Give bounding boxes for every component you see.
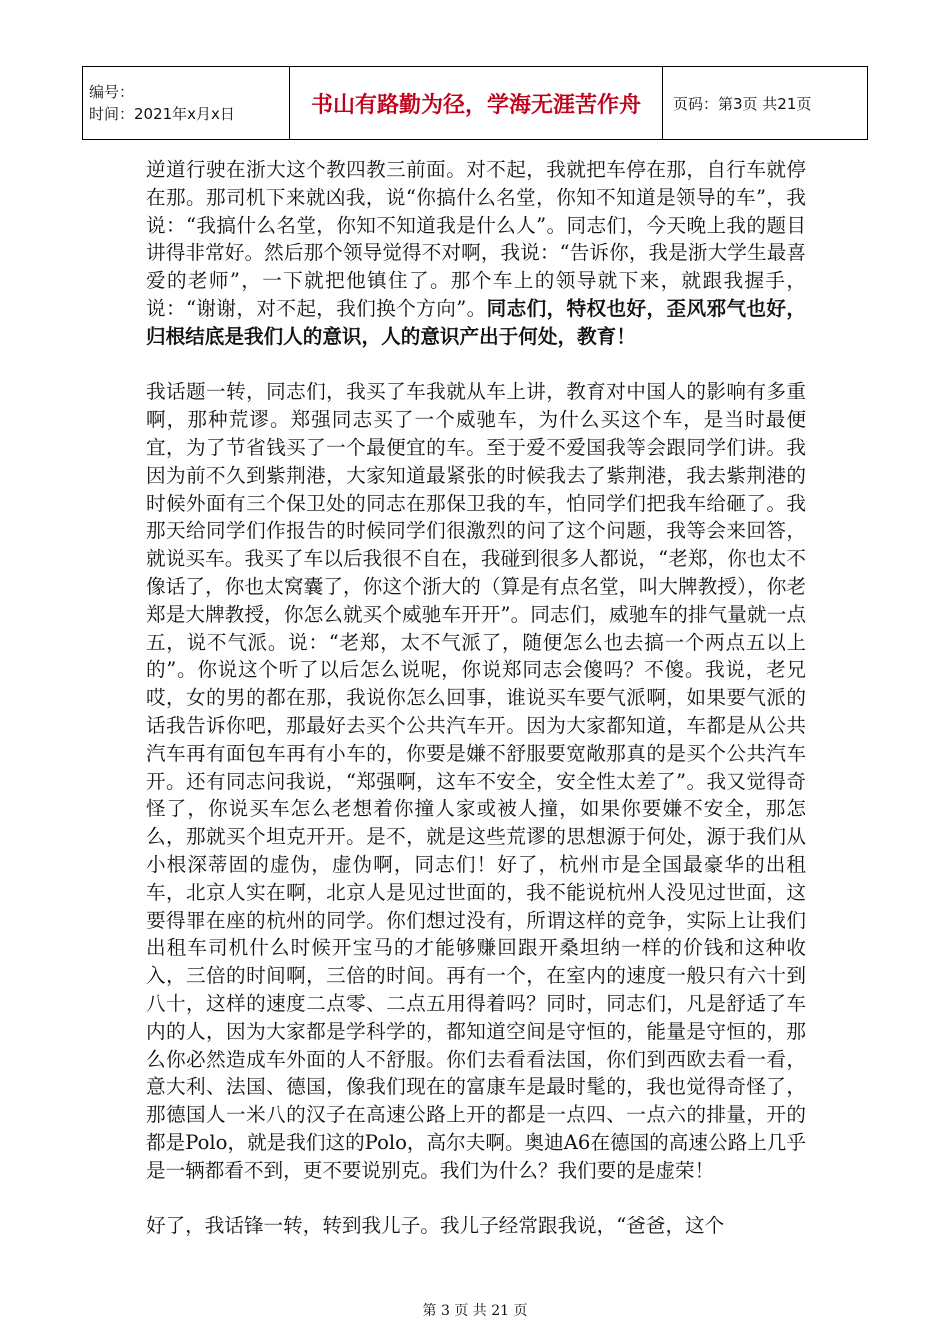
body-paragraph — [146, 156, 806, 351]
header-page-info: 页码：第3页 共21页 — [663, 67, 868, 140]
document-number-label: 编号： — [89, 83, 135, 101]
paragraph-text: 逆道行驶在浙大这个教四教三前面。对不起，我就把车停在那，自行车就停在那。那司机下来就凶我，说“你搞什么名堂，你知不知道是领导的车”，我说：“我搞什么名堂，你知不知道我是什么人”。同志们，今天晚上我的题目讲得非常好。然后那个领导觉得不对啊，我说：“告诉你，我是浙大学生最喜爱的老师”，一下就把他镇住了。那个车上的领导就下来，就跟我握手，说：“谢谢，对不起，我们换个方向”。 — [146, 158, 806, 320]
page-footer: 第 3 页 共 21 页 — [422, 1303, 528, 1319]
body-paragraph: 好了，我话锋一转，转到我儿子。我儿子经常跟我说，“爸爸，这个 — [146, 1214, 725, 1238]
emphasized-text: 同志们，特权也好，歪风邪气也好，归根结底是我们人的意识，人的意识产出于何处，教育！ — [146, 296, 806, 348]
page-header — [82, 66, 868, 140]
document-body — [146, 156, 806, 1268]
document-time-label: 时间：2021年x月x日 — [89, 105, 235, 123]
header-motto: 书山有路勤为径，学海无涯苦作舟 — [290, 67, 663, 140]
header-meta-cell — [83, 67, 290, 140]
body-paragraph: 我话题一转，同志们，我买了车我就从车上讲，教育对中国人的影响有多重啊，那种荒谬。郑强同志买了一个威驰车，为什么买这个车，是当时最便宜，为了节省钱买了一个最便宜的车。至于爱不爱国我等会跟同学们讲。我因为前不久到紫荆港，大家知道最紧张的时候我去了紫荆港，我去紫荆港的时候外面有三个保卫处的同志在那保卫我的车，怕同学们把我车给砸了。我那天给同学们作报告的时候同学们很激烈的问了这个问题，我等会来回答，就说买车。我买了车以后我很不自在，我碰到很多人都说，“老郑，你也太不像话了，你也太窝囊了，你这个浙大的（算是有点名堂，叫大牌教授），你老郑是大牌教授，你怎么就买个威驰车开开”。同志们，威驰车的排气量就一点五，说不气派。说：“老郑，太不气派了，随便怎么也去搞一个两点五以上的”。你说这个听了以后怎么说呢，你说郑同志会傻吗？不傻。我说，老兄哎，女的男的都在那，我说你怎么回事，谁说买车要气派啊，如果要气派的话我告诉你吧，那最好去买个公共汽车开。因为大家都知道，车都是从公共汽车再有面包车再有小车的，你要是嫌不舒服要宽敞那真的是买个公共汽车开。还有同志问我说，“郑强啊，这车不安全，安全性太差了”。我又觉得奇怪了，你说买车怎么老想着你撞人家或被人撞，如果你要嫌不安全，那怎么，那就买个坦克开开。是不，就是这些荒谬的思想源于何处，源于我们从小根深蒂固的虚伪，虚伪啊，同志们！好了，杭州市是全国最豪华的出租车，北京人实在啊，北京人是见过世面的，我不能说杭州人没见过世面，这要得罪在座的杭州的同学。你们想过没有，所谓这样的竞争，实际上让我们出租车司机什么时候开宝马的才能够赚回跟开桑坦纳一样的价钱和这种收入，三倍的时间啊，三倍的时间。再有一个，在室内的速度一般只有六十到八十，这样的速度二点零、二点五用得着吗？同时，同志们，凡是舒适了车内的人，因为大家都是学科学的，都知道空间是守恒的，能量是守恒的，那么你必然造成车外面的人不舒服。你们去看看法国，你们到西欧去看一看，意大利、法国、德国，像我们现在的富康车是最时髦的，我也觉得奇怪了，那德国人一米八的汉子在高速公路上开的都是一点四、一点六的排量，开的都是Polo，就是我们这的Polo，高尔夫啊。奥迪A6在德国的高速公路上几乎是一辆都看不到，更不要说别克。我们为什么？我们要的是虚荣！ — [146, 380, 806, 1182]
